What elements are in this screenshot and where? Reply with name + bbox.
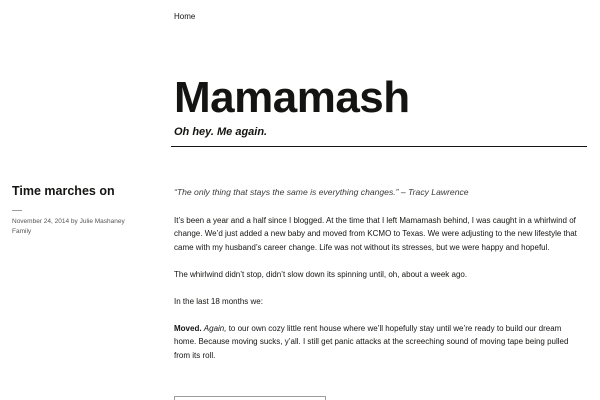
paragraph-intro: It’s been a year and a half since I blogged. At the time that I left Mamamash behind, I was caught in a whirlwind of change. We’d just added a new baby and moved from KCMO to Texas. We were adjusting to the new lifestyle that came with my husband’s career change. Life was not without its stresses, but we were happy and hopeful. [174,215,577,252]
post-meta [12,183,152,237]
post-byline [12,217,152,237]
post-title[interactable]: Time marches on [12,184,115,198]
post-content [174,186,584,376]
epigraph-quote: “The only thing that stays the same is everything changes.” – Tracy Lawrence [174,187,469,197]
moved-italic: Again, [203,323,227,333]
site-title[interactable]: Mamamash [174,73,410,122]
byline-by: by [70,218,78,225]
header-divider [171,146,587,147]
moved-bold: Moved. [174,323,202,333]
site-header [174,74,587,138]
post-date-link[interactable]: November 24, 2014 [12,218,70,225]
nav-home-link[interactable]: Home [174,12,196,21]
paragraph-last-months: In the last 18 months we: [174,296,263,306]
post-category-link[interactable]: Family [12,228,32,235]
paragraph-moved [174,322,584,363]
site-tagline: Oh hey. Me again. [174,126,268,138]
content-box-partial [174,396,326,400]
paragraph-whirlwind: The whirlwind didn’t stop, didn’t slow down its spinning until, oh, about a week ago. [174,269,468,279]
meta-divider [12,210,22,211]
moved-rest: to our own cozy little rent house where we’ll hopefully stay until we’re ready to build our dream home. Because moving sucks, y’all. I still get panic attacks at the screeching sound of moving tape being pulled from its roll. [174,323,569,360]
post-author-link[interactable]: Julie Mashaney [79,218,125,225]
